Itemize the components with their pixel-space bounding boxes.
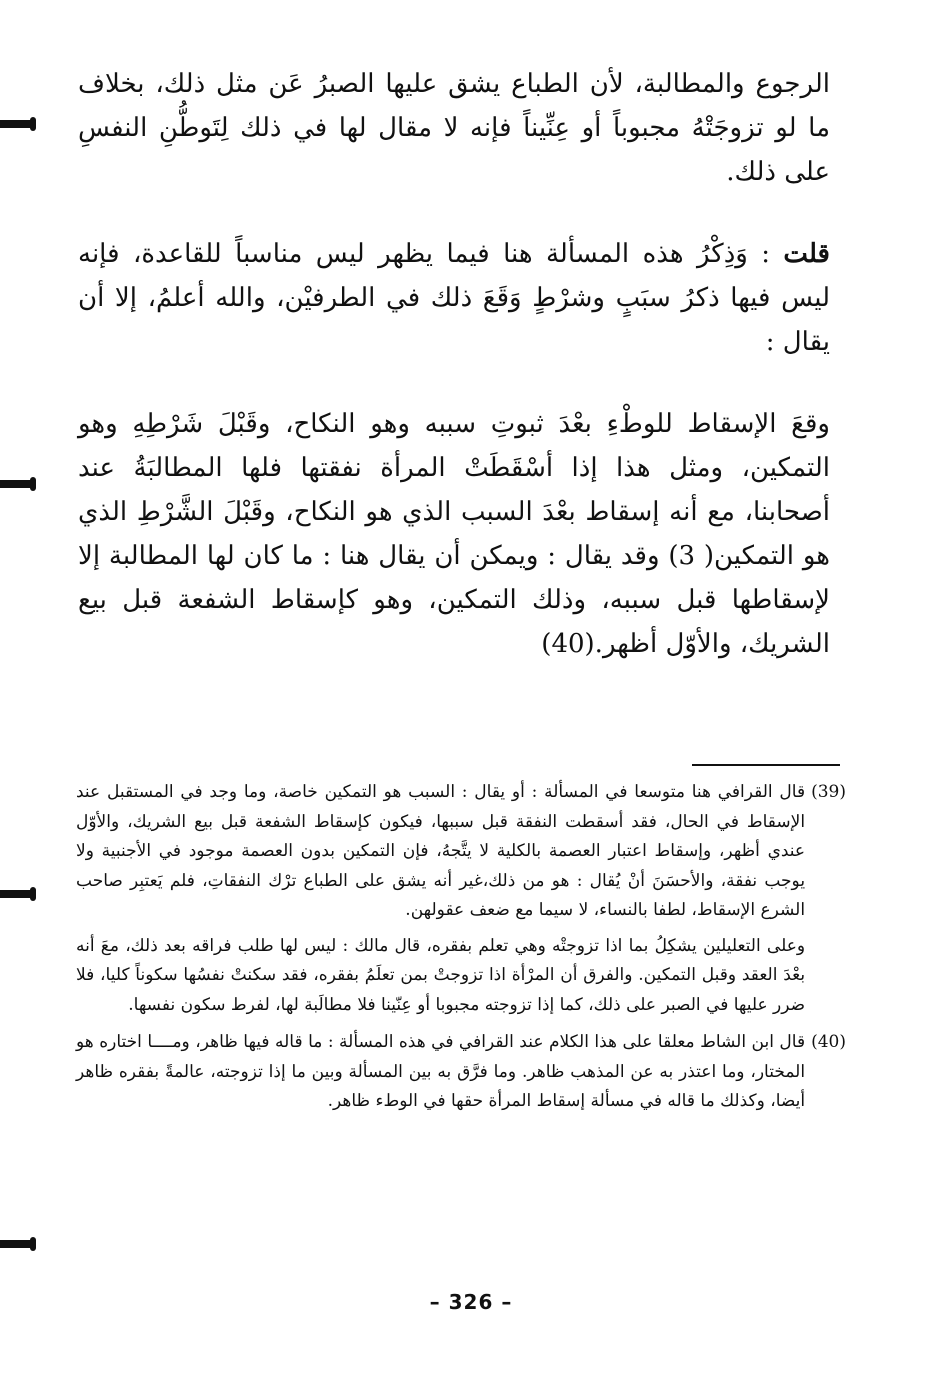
text-line: تزوجَتْهُ مجبوباً أو عِنِّيناً فإنه لا مقال لها في ذلك لِتَوطُّنِ النفسِ على ذلك. <box>78 113 830 187</box>
text-line: فيها ذكرُ سبَبٍ وشرْطٍ وَقَعَ ذلك في الطرفيْن، والله أعلمُ، إلا أن يقال : <box>78 283 830 357</box>
paragraph-1 <box>78 62 830 194</box>
paragraph-2 <box>78 232 830 364</box>
scan-binding-mark <box>0 890 36 898</box>
text-line: إسقاط بعْدَ السبب الذي هو النكاح، وقَبْلَ الشَّرْطِ الذي هو التمكين( 3) وقد <box>78 497 830 571</box>
footnote-body <box>76 778 805 1020</box>
footnote-paragraph: قال القرافي هنا متوسعا في المسألة : أو يقال : السبب هو التمكين خاصة، وما وجد في المستقبل عند الإسقاط في الحال، فقد أسقطت النفقة قبل سببها، فيكون كإسقاط الشفعة قبل بيع الشريك، والأوّل عندي أظهر، وإسقاط اعتبار العصمة بالكلية لا يتَّجهُ، فإن التمكين بدون العصمة موجود في الأجنبية ولا يوجب نفقة، والأحسَنَ أنْ يُقال : هو من ذلك،غير أنه يشق على الطباع ترْك النفقاتِ، فلم يَعتبِر صاحب الشرع الإسقاط، لطفا بالنساء، لا سيما مع ضعف عقولهن. <box>76 782 806 920</box>
text-line: وقعَ الإسقاط للوطْءِ بعْدَ ثبوتِ سببه وهو النكاح، وقَبْلَ شَرْطِهِ وهو <box>78 409 830 439</box>
qultu-label: قلت <box>783 239 830 269</box>
text-line: الرجوع والمطالبة، لأن الطباع يشق عليها الصبرُ عَن مثل ذلك، بخلاف ما لو <box>78 69 831 143</box>
footnote-paragraph: قال ابن الشاط معلقا على هذا الكلام عند القرافي في هذه المسألة : ما قاله فيها ظاهر، ومــــا اختاره هو المختار، وما اعتذر به عن المذهب ظاهر. وما فرَّق به بين المسألة وبين ما إذا تزوجته، عالمةً بفقره ظاهر أيضا، وكذلك ما قاله في مسألة إسقاط المرأة حقها في الوطء ظاهر. <box>76 1032 806 1111</box>
footnote-39 <box>76 778 846 1020</box>
page-number: – 326 – <box>429 1290 513 1314</box>
footnote-number: (39) <box>811 782 846 802</box>
text-line: : وَذِكْرُ هذه المسألة هنا فيما يظهر ليس مناسباً للقاعدة، فإنه ليس <box>78 239 830 313</box>
scan-binding-mark <box>0 120 36 128</box>
footnote-number: (40) <box>811 1032 846 1052</box>
paragraph-3 <box>78 402 830 666</box>
text-line: يقال : ويمكن أن يقال هنا : ما كان لها المطالبة إلا لإسقاطها قبل سببه، وذلك <box>78 541 831 615</box>
text-line: التمكين، وهو كإسقاط الشفعة قبل بيع الشريك، والأوّل أظهر.(40) <box>78 585 830 659</box>
footnote-paragraph: وعلى التعليلين يشكِلُ بما اذا تزوجتْه وهي تعلم بفقره، قال مالك : ليس لها طلب فراقه بعد ذلك، معَ أنه بعْدَ العقد وقبل التمكين. والفرق أن المرْأة اذا تزوجتْ بمن تعلَمُ بفقره، فقد سكنتْ نفسُها سكوناً كليا، فلا ضرر عليها في الصبر على ذلك، كما إذا تزوجته مجبوبا أو عِنّينا فلا مطالَبة لها، لفرط سكون نفسها. <box>76 935 806 1015</box>
main-text <box>78 62 830 666</box>
text-line: التمكين، ومثل هذا إذا أسْقَطَتْ المرأة نفقتها فلها المطالبَةُ عند أصحابنا، مع أنه <box>78 453 830 527</box>
footnote-40 <box>76 1028 846 1117</box>
scan-binding-mark <box>0 1240 36 1248</box>
footnotes <box>76 778 846 1125</box>
footnote-body <box>76 1028 805 1117</box>
scan-binding-mark <box>0 480 36 488</box>
footnote-separator <box>692 764 840 766</box>
